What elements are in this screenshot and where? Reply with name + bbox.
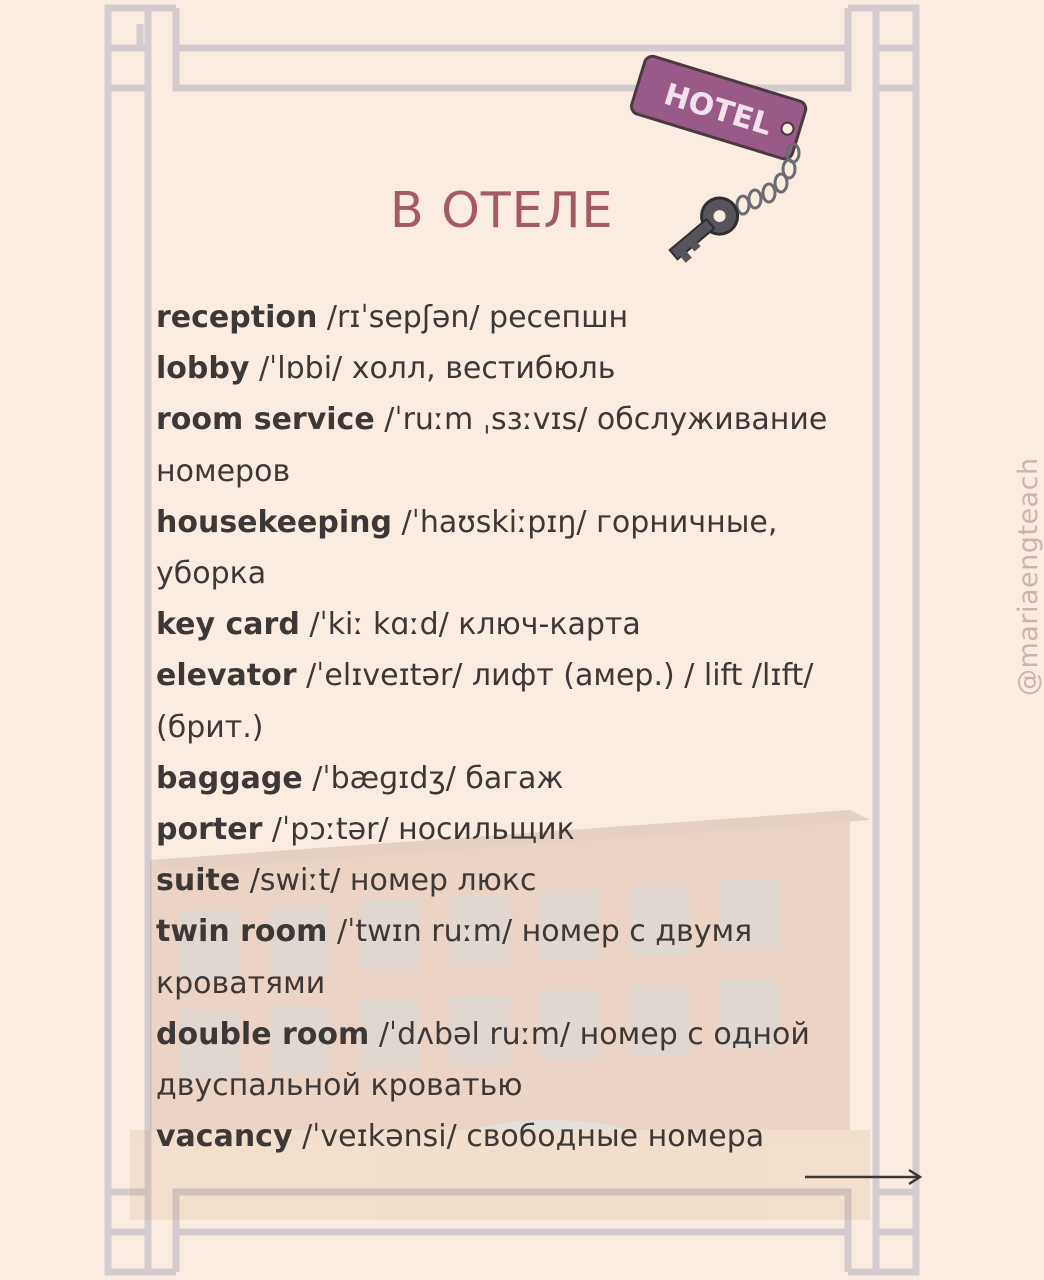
vocab-definition: /ˈruːm ˌsɜːvɪs/ обслуживание номеров: [156, 402, 828, 489]
vocab-term: suite: [156, 863, 241, 899]
vocab-term: porter: [156, 812, 263, 848]
vocab-term: key card: [156, 607, 300, 643]
vocab-definition: /ˈtwɪn ruːm/ номер с двумя кроватями: [156, 914, 753, 1001]
vocab-definition: /ˈhaʊskiːpɪŋ/ горничные, уборка: [156, 504, 778, 592]
vocab-term: double room: [156, 1016, 370, 1052]
vocab-term: room service: [156, 402, 375, 438]
vocab-definition: /rɪˈsepʃən/ ресепшн: [317, 300, 629, 335]
list-item: [156, 804, 876, 855]
vocab-definition: /ˈelɪveɪtər/ лифт (амер.) / lift /lɪft/ (брит.): [156, 658, 814, 745]
list-item: [156, 292, 876, 343]
next-arrow-icon[interactable]: [805, 1167, 925, 1187]
list-item: [156, 650, 876, 752]
vocab-term: lobby: [156, 351, 250, 387]
tag-text: HOTEL: [659, 77, 776, 143]
list-item: [156, 497, 876, 599]
list-item: [156, 599, 876, 650]
vocab-term: twin room: [156, 914, 328, 950]
vocabulary-list: [156, 292, 876, 1162]
vocab-term: baggage: [156, 760, 303, 796]
vocab-definition: /ˈbæɡɪdʒ/ багаж: [302, 760, 564, 796]
list-item: [156, 753, 876, 804]
vocab-term: elevator: [156, 658, 297, 694]
vocab-definition: /ˈkiː kɑːd/ ключ-карта: [299, 607, 641, 643]
list-item: [156, 1009, 876, 1111]
vocab-term: reception: [156, 300, 318, 335]
list-item: [156, 1111, 876, 1162]
vocab-definition: /ˈlɒbi/ холл, вестибюль: [249, 351, 616, 387]
list-item: [156, 394, 876, 496]
list-item: [156, 906, 876, 1008]
vocab-definition: /swiːt/ номер люкс: [240, 863, 537, 899]
list-item: [156, 343, 876, 394]
hotel-key-tag-icon: [615, 35, 825, 285]
vocab-definition: /ˈveɪkənsi/ свободные номера: [292, 1119, 765, 1155]
vocab-definition: /ˈpɔːtər/ носильщик: [262, 812, 575, 848]
vocab-term: housekeeping: [156, 504, 392, 540]
vocab-term: vacancy: [156, 1119, 293, 1155]
page-title: В ОТЕЛЕ: [390, 182, 614, 239]
author-handle: @mariaengteach: [1013, 457, 1044, 696]
vocab-definition: /ˈdʌbəl ruːm/ номер с одной двуспальной кроватью: [156, 1016, 810, 1104]
list-item: [156, 855, 876, 906]
